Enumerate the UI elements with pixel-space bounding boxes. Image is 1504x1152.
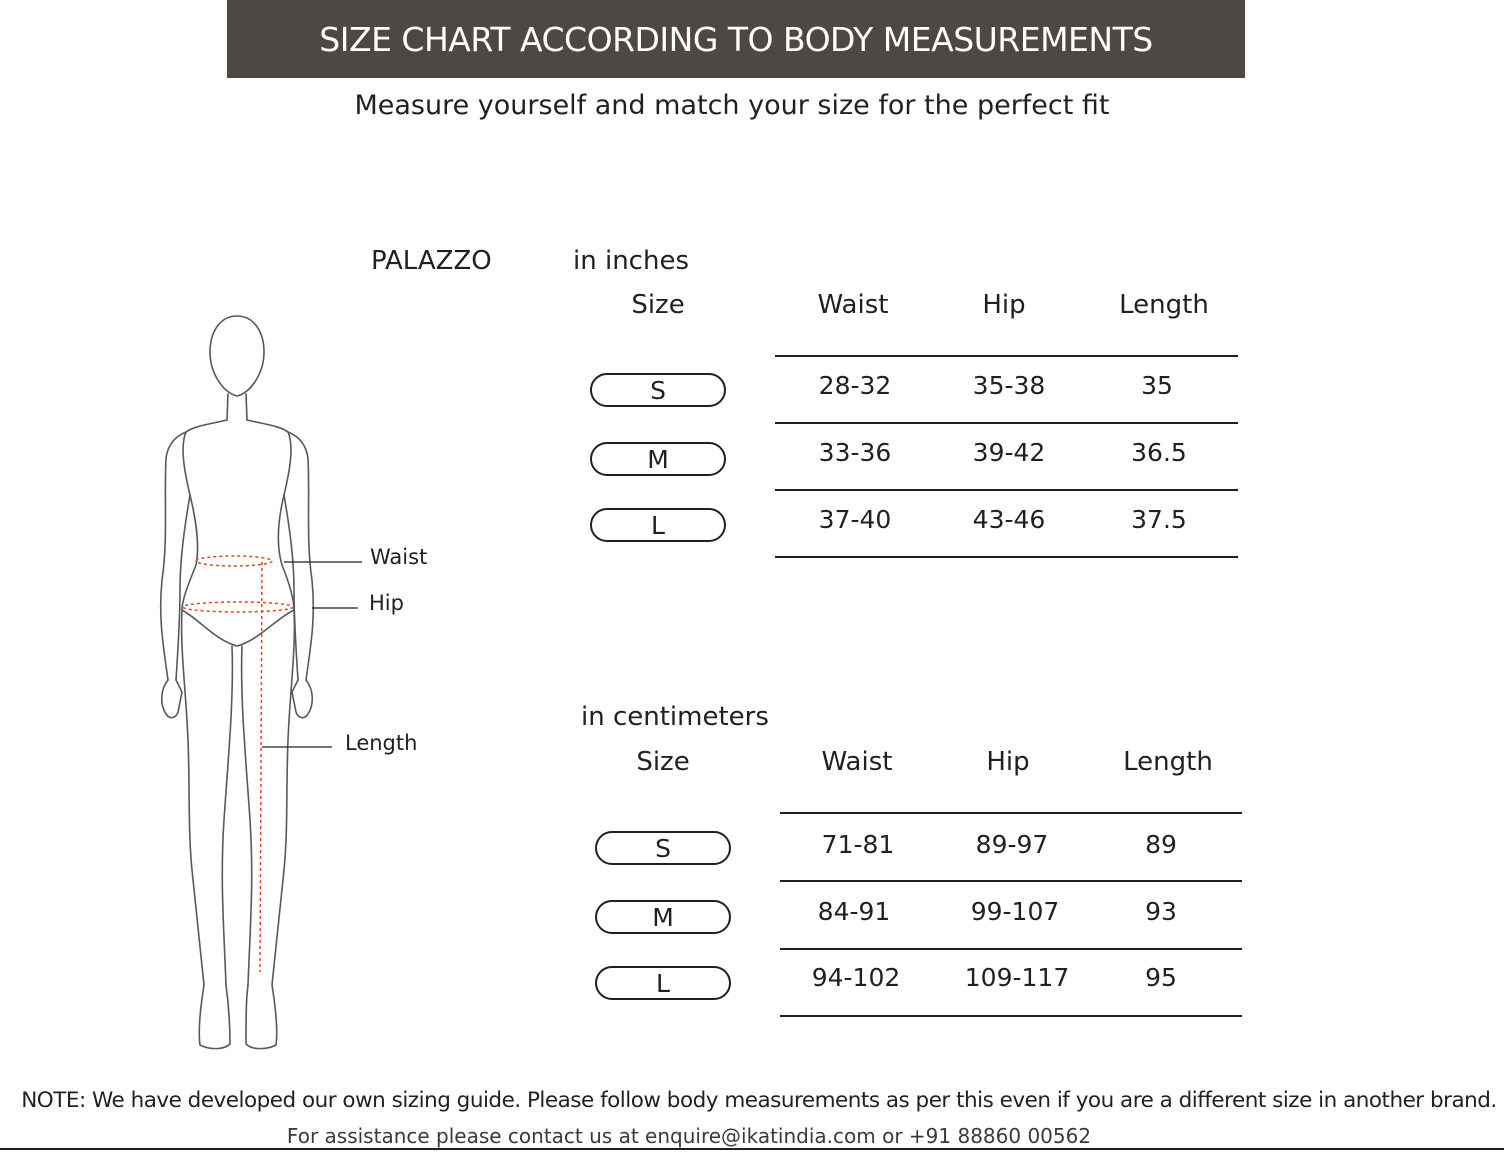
waist-cell: 84-91: [817, 897, 891, 926]
waist-cell: 71-81: [821, 830, 895, 859]
size-badge-s: S: [595, 831, 731, 865]
table-rule: [780, 948, 1242, 950]
body-figure-illustration: [150, 300, 450, 1060]
hip-cell: 89-97: [975, 830, 1049, 859]
hip-cell: 109-117: [964, 963, 1070, 992]
waist-cell: 94-102: [811, 963, 901, 992]
table-rule: [780, 1015, 1242, 1017]
length-callout-label: Length: [345, 731, 418, 755]
sizing-note: NOTE: We have developed our own sizing guide. Please follow body measurements as per this even if you are a different size in another brand.: [21, 1088, 1497, 1113]
hip-cell: 39-42: [972, 438, 1046, 467]
waist-callout-label: Waist: [370, 545, 428, 569]
table-rule: [775, 489, 1238, 491]
length-cell: 35: [1141, 371, 1173, 400]
hip-cell: 43-46: [972, 505, 1046, 534]
size-badge-m: M: [590, 442, 726, 476]
waist-cell: 33-36: [818, 438, 892, 467]
inches-unit-label: in inches: [573, 246, 689, 276]
footer-divider: [0, 1148, 1504, 1150]
cm-header-hip: Hip: [986, 747, 1030, 777]
inches-header-waist: Waist: [817, 290, 889, 320]
length-cell: 37.5: [1131, 505, 1187, 534]
product-name: PALAZZO: [371, 246, 492, 276]
cm-header-length: Length: [1123, 747, 1213, 777]
title-banner: [227, 0, 1245, 78]
size-badge-m: M: [595, 900, 731, 934]
page-subtitle: Measure yourself and match your size for the perfect fit: [354, 90, 1110, 121]
table-rule: [775, 422, 1238, 424]
contact-info: For assistance please contact us at enquire@ikatindia.com or +91 88860 00562: [286, 1124, 1092, 1148]
hip-cell: 35-38: [972, 371, 1046, 400]
length-cell: 89: [1145, 830, 1177, 859]
inches-header-length: Length: [1119, 290, 1209, 320]
inches-header-size: Size: [631, 290, 685, 320]
length-cell: 93: [1145, 897, 1177, 926]
cm-header-waist: Waist: [821, 747, 893, 777]
waist-cell: 28-32: [818, 371, 892, 400]
length-cell: 95: [1145, 963, 1177, 992]
table-rule: [775, 556, 1238, 558]
size-badge-l: L: [595, 966, 731, 1000]
waist-cell: 37-40: [818, 505, 892, 534]
inches-header-hip: Hip: [982, 290, 1026, 320]
length-cell: 36.5: [1131, 438, 1187, 467]
hip-cell: 99-107: [970, 897, 1060, 926]
table-rule: [780, 880, 1242, 882]
hip-callout-label: Hip: [369, 591, 404, 615]
cm-header-size: Size: [636, 747, 690, 777]
size-badge-l: L: [590, 508, 726, 542]
page-title: SIZE CHART ACCORDING TO BODY MEASUREMENTS: [319, 19, 1153, 59]
table-rule: [780, 812, 1242, 814]
centimeters-unit-label: in centimeters: [581, 702, 769, 732]
table-rule: [775, 355, 1238, 357]
size-badge-s: S: [590, 373, 726, 407]
